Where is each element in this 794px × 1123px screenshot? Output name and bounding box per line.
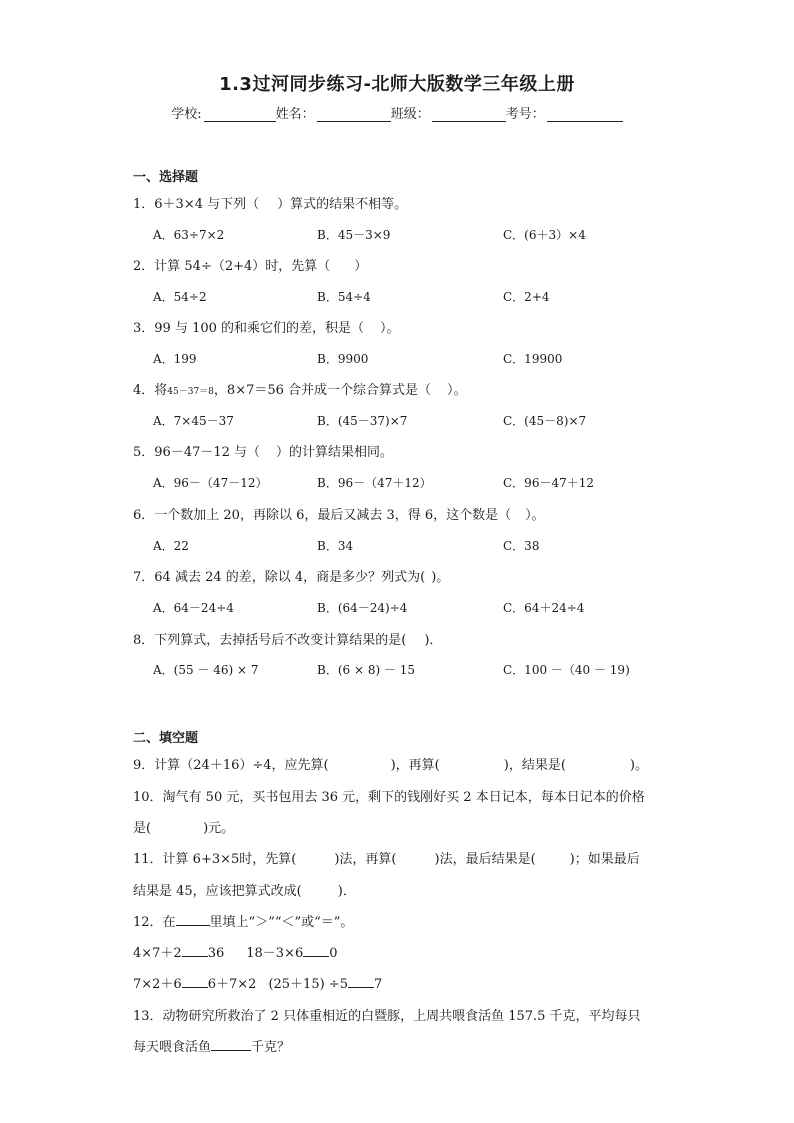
question-1-stem-b: ）算式的结果不相等。 (277, 197, 408, 212)
question-8-option-b[interactable]: B．(6 × 8) － 15 (317, 663, 416, 677)
question-6-stem-b: ）。 (525, 508, 545, 523)
question-3-stem-a: 3．99 与 100 的和乘它们的差，积是（ (133, 321, 365, 336)
exam-no-blank[interactable] (547, 107, 623, 122)
question-5-option-b[interactable]: B．96－（47＋12） (317, 476, 432, 490)
question-12-part-b: 里填上“＞”“＜”或“＝”。 (209, 915, 354, 930)
expression: 6＋7×2 (207, 977, 257, 992)
question-8-option-a[interactable]: A．(55 － 46) × 7 (153, 663, 259, 677)
question-11-part-d: )；如果最后 (569, 852, 640, 867)
question-2-option-b[interactable]: B．54÷4 (317, 290, 371, 304)
question-7-option-b[interactable]: B．(64－24)÷4 (317, 601, 408, 615)
name-blank[interactable] (317, 107, 391, 122)
school-label: 学校: (171, 107, 202, 122)
question-9-part-c: )，结果是( (503, 758, 566, 773)
question-12-row-1 (133, 942, 338, 961)
answer-blank[interactable] (211, 1038, 251, 1051)
question-7-stem-b: )。 (431, 570, 450, 585)
question-13-part-a: 每天喂食活鱼 (133, 1040, 212, 1055)
question-5-option-c[interactable]: C．96－47＋12 (503, 476, 594, 490)
question-10-line-1: 10．淘气有 50 元，买书包用去 36 元，剩下的钱刚好买 2 本日记本，每本日记本的价格 (133, 790, 645, 805)
question-11-part-c: )法，最后结果是( (434, 852, 536, 867)
question-10-part-a: 是( (133, 821, 152, 836)
question-5-stem-b: ）的计算结果相同。 (276, 445, 394, 460)
question-11-line-1 (133, 848, 640, 867)
class-label: 班级： (390, 107, 430, 122)
school-blank[interactable] (204, 107, 276, 122)
question-4-stem-b: ）。 (447, 383, 467, 398)
question-8-stem (133, 629, 442, 648)
expression: 7×2＋6 (133, 977, 182, 992)
question-8-option-c[interactable]: C．100 －（40 － 19) (503, 663, 630, 677)
question-11-part-b: )法，再算( (334, 852, 397, 867)
expression: (25＋15) ÷5 (268, 977, 348, 992)
question-5-stem (133, 441, 393, 460)
expression: 36 (207, 946, 225, 961)
answer-blank[interactable] (182, 975, 208, 988)
name-label: 姓名： (275, 107, 315, 122)
question-12-stem (133, 911, 353, 930)
question-1-stem-a: 1．6＋3×4 与下列（ (133, 197, 260, 212)
question-6-option-b[interactable]: B．34 (317, 539, 354, 553)
question-3-stem-b: ）。 (380, 321, 400, 336)
question-4-stem-a: 4．将 (133, 383, 168, 398)
question-2-stem (133, 255, 367, 274)
name-field (276, 103, 391, 122)
question-2-stem-b: ） (354, 259, 368, 274)
class-field (391, 103, 506, 122)
question-7-option-a[interactable]: A．64－24÷4 (153, 601, 234, 615)
question-3-option-b[interactable]: B．9900 (317, 352, 369, 366)
question-13-line-1: 13．动物研究所救治了 2 只体重相近的白暨豚，上周共喂食活鱼 157.5 千克，平均每只 (133, 1009, 641, 1024)
question-1-option-a[interactable]: A．63÷7×2 (153, 228, 225, 242)
question-5-option-a[interactable]: A．96－（47－12） (153, 476, 268, 490)
question-9-part-b: )，再算( (390, 758, 440, 773)
student-info-line (0, 103, 794, 122)
question-3-stem (133, 317, 400, 336)
answer-blank[interactable] (176, 913, 210, 926)
question-5-stem-a: 5．96－47－12 与（ (133, 445, 261, 460)
question-2-option-c[interactable]: C．2+4 (503, 290, 550, 304)
question-8-stem-b: )． (424, 633, 443, 648)
expression: 0 (329, 946, 338, 961)
exam-no-field (506, 103, 623, 122)
question-1-option-b[interactable]: B．45－3×9 (317, 228, 391, 242)
question-12-row-2 (133, 973, 382, 992)
class-blank[interactable] (432, 107, 506, 122)
question-2-option-a[interactable]: A．54÷2 (153, 290, 207, 304)
section-heading-fill: 二、填空题 (133, 731, 199, 746)
question-4-stem (133, 379, 467, 398)
question-4-option-a[interactable]: A．7×45－37 (153, 414, 234, 428)
expression: 18－3×6 (246, 946, 304, 961)
question-10-line-2 (133, 817, 234, 836)
question-11-line-2 (133, 880, 356, 899)
question-11-part-f: )． (337, 884, 356, 899)
question-4-stem-mid: ，8×7＝56 合并成一个综合算式是（ (213, 383, 432, 398)
school-field (171, 103, 275, 122)
question-10-part-b: )元。 (203, 821, 235, 836)
exam-no-label: 考号： (505, 107, 545, 122)
question-7-stem (133, 566, 449, 585)
question-3-option-a[interactable]: A．199 (153, 352, 197, 366)
question-4-formula: 45－37＝8 (167, 387, 214, 397)
question-9-part-d: )。 (629, 758, 648, 773)
question-2-stem-a: 2．计算 54÷（2+4）时，先算（ (133, 259, 331, 274)
question-7-option-c[interactable]: C．64＋24÷4 (503, 601, 585, 615)
question-11-part-e: 结果是 45，应该把算式改成( (133, 884, 302, 899)
question-6-option-c[interactable]: C．38 (503, 539, 540, 553)
expression: 4×7＋2 (133, 946, 182, 961)
section-heading-choice: 一、选择题 (133, 170, 199, 185)
question-13-line-2 (133, 1036, 290, 1055)
question-8-stem-a: 8．下列算式，去掉括号后不改变计算结果的是( (133, 633, 407, 648)
answer-blank[interactable] (303, 944, 329, 957)
question-7-stem-a: 7．64 减去 24 的差，除以 4，商是多少？列式为( (133, 570, 426, 585)
answer-blank[interactable] (348, 975, 374, 988)
page-title: 1.3过河同步练习-北师大版数学三年级上册 (219, 74, 575, 95)
expression: 7 (373, 977, 383, 992)
question-9-stem (133, 754, 648, 773)
question-4-option-c[interactable]: C．(45－8)×7 (503, 414, 587, 428)
question-13-part-b: 千克？ (251, 1040, 291, 1055)
question-6-stem-a: 6．一个数加上 20，再除以 6，最后又减去 3，得 6，这个数是（ (133, 508, 512, 523)
answer-blank[interactable] (182, 944, 208, 957)
question-6-stem (133, 504, 545, 523)
question-11-part-a: 11．计算 6+3×5时，先算( (133, 852, 297, 867)
question-12-part-a: 12．在 (133, 915, 176, 930)
question-9-part-a: 9．计算（24＋16）÷4，应先算( (133, 758, 329, 773)
question-3-option-c[interactable]: C．19900 (503, 352, 563, 366)
question-4-option-b[interactable]: B．(45－37)×7 (317, 414, 408, 428)
question-1-option-c[interactable]: C．(6＋3）×4 (503, 228, 586, 242)
question-1-stem (133, 193, 407, 212)
question-6-option-a[interactable]: A．22 (153, 539, 189, 553)
